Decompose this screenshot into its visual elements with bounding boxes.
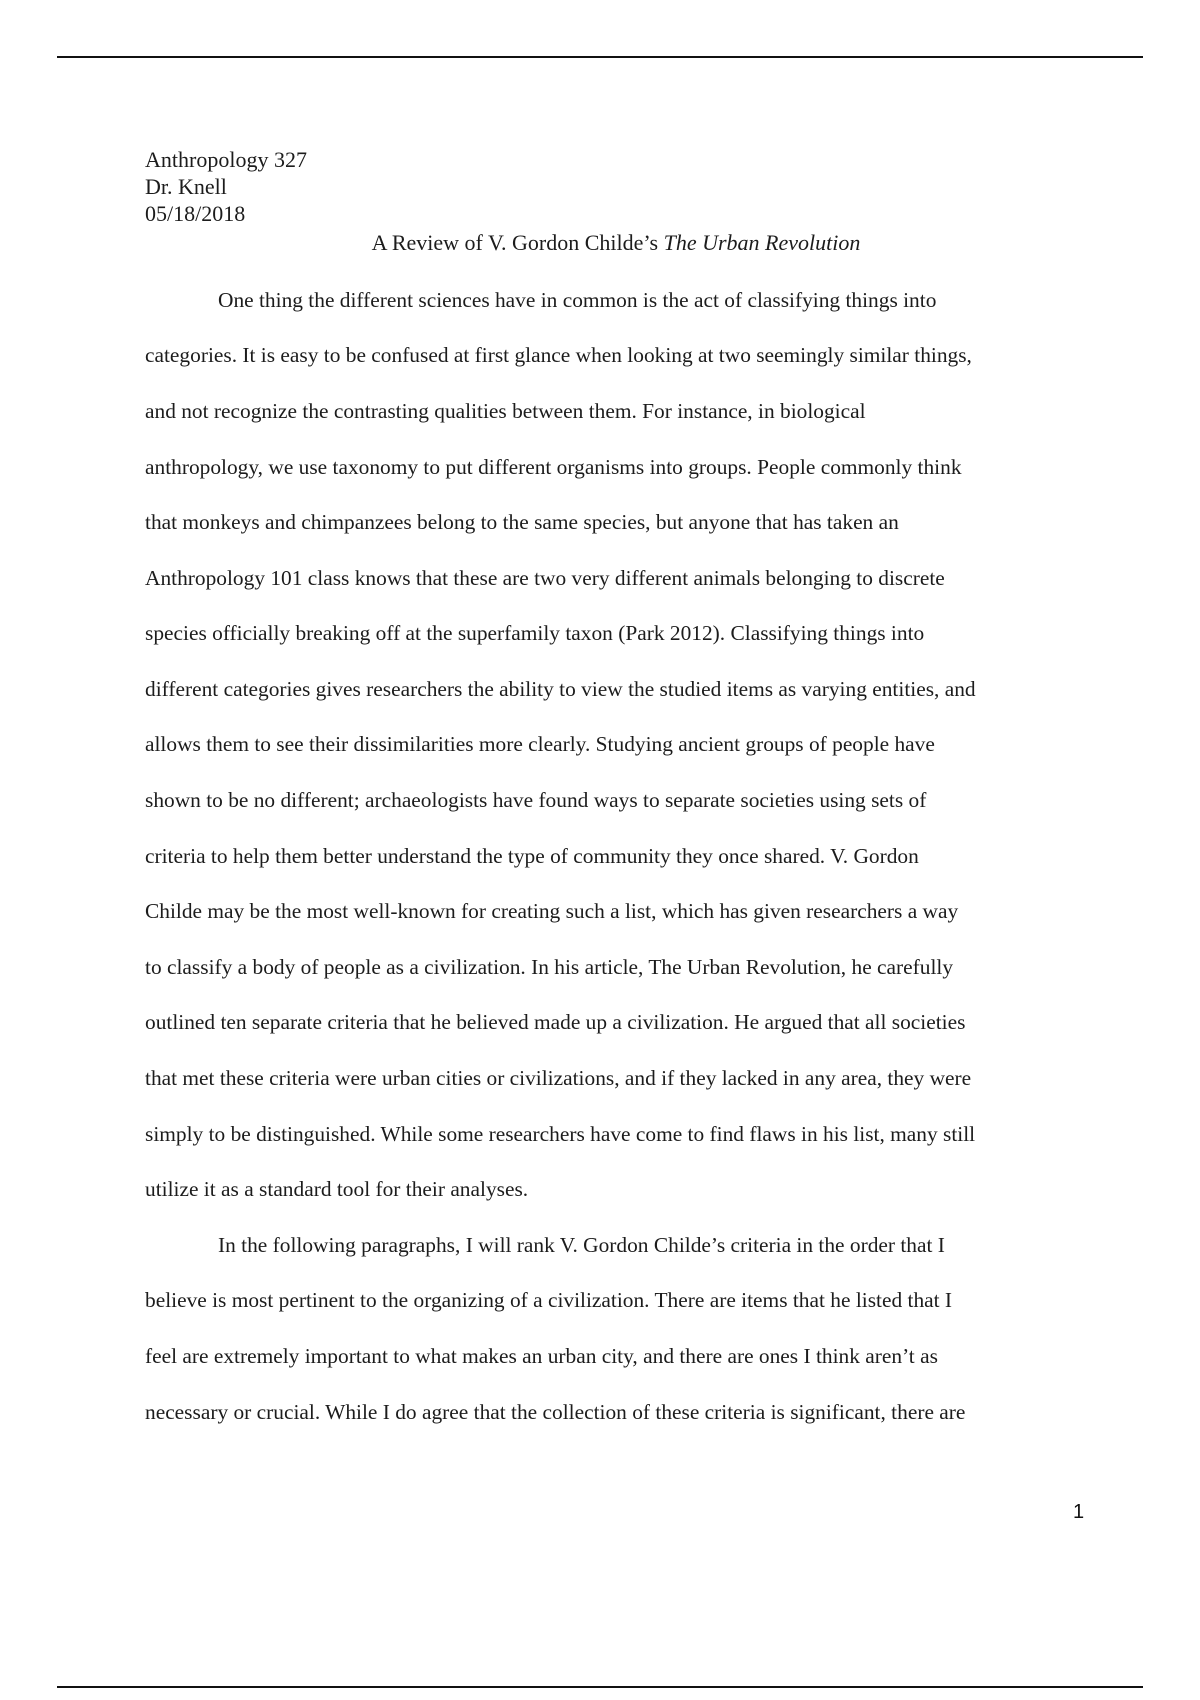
body-line: simply to be distinguished. While some researchers have come to find flaws in his list, many still bbox=[145, 1122, 976, 1146]
paper-title bbox=[0, 229, 1200, 256]
body-line: categories. It is easy to be confused at first glance when looking at two seemingly similar things, bbox=[145, 343, 972, 367]
body-line: criteria to help them better understand the type of community they once shared. V. Gordon bbox=[145, 844, 919, 868]
body-line: necessary or crucial. While I do agree that the collection of these criteria is significant, there are bbox=[145, 1400, 966, 1424]
body-line: believe is most pertinent to the organizing of a civilization. There are items that he listed that I bbox=[145, 1288, 953, 1312]
body-line: allows them to see their dissimilarities more clearly. Studying ancient groups of people have bbox=[145, 732, 935, 756]
page-number: 1 bbox=[1073, 1501, 1085, 1523]
body-line: species officially breaking off at the superfamily taxon (Park 2012). Classifying things into bbox=[145, 621, 925, 645]
body-line: One thing the different sciences have in common is the act of classifying things into bbox=[218, 288, 937, 312]
title-italic-work: The Urban Revolution bbox=[663, 230, 861, 255]
body-line: different categories gives researchers the ability to view the studied items as varying entities, and bbox=[145, 677, 976, 701]
body-line: shown to be no different; archaeologists have found ways to separate societies using sets of bbox=[145, 788, 927, 812]
title-prefix: A Review of V. Gordon Childe’s bbox=[371, 230, 664, 255]
instructor-name: Dr. Knell bbox=[145, 174, 227, 199]
body-line: and not recognize the contrasting qualities between them. For instance, in biological bbox=[145, 399, 866, 423]
body-line: anthropology, we use taxonomy to put different organisms into groups. People commonly think bbox=[145, 455, 962, 479]
top-rule bbox=[57, 56, 1143, 58]
body-line: outlined ten separate criteria that he believed made up a civilization. He argued that all societies bbox=[145, 1010, 966, 1034]
header-block bbox=[145, 146, 307, 227]
body-line: that monkeys and chimpanzees belong to the same species, but anyone that has taken an bbox=[145, 510, 899, 534]
body-line: feel are extremely important to what makes an urban city, and there are ones I think aren’t as bbox=[145, 1344, 938, 1368]
body-line: In the following paragraphs, I will rank V. Gordon Childe’s criteria in the order that I bbox=[218, 1233, 945, 1257]
course-name: Anthropology 327 bbox=[145, 147, 307, 172]
bottom-rule bbox=[57, 1686, 1143, 1688]
body-line: that met these criteria were urban cities or civilizations, and if they lacked in any area, they were bbox=[145, 1066, 972, 1090]
body-line: to classify a body of people as a civilization. In his article, The Urban Revolution, he carefully bbox=[145, 955, 954, 979]
submission-date: 05/18/2018 bbox=[145, 201, 246, 226]
body-line: Childe may be the most well-known for creating such a list, which has given researchers a way bbox=[145, 899, 959, 923]
body-line: utilize it as a standard tool for their analyses. bbox=[145, 1177, 529, 1201]
body-line: Anthropology 101 class knows that these are two very different animals belonging to discrete bbox=[145, 566, 945, 590]
